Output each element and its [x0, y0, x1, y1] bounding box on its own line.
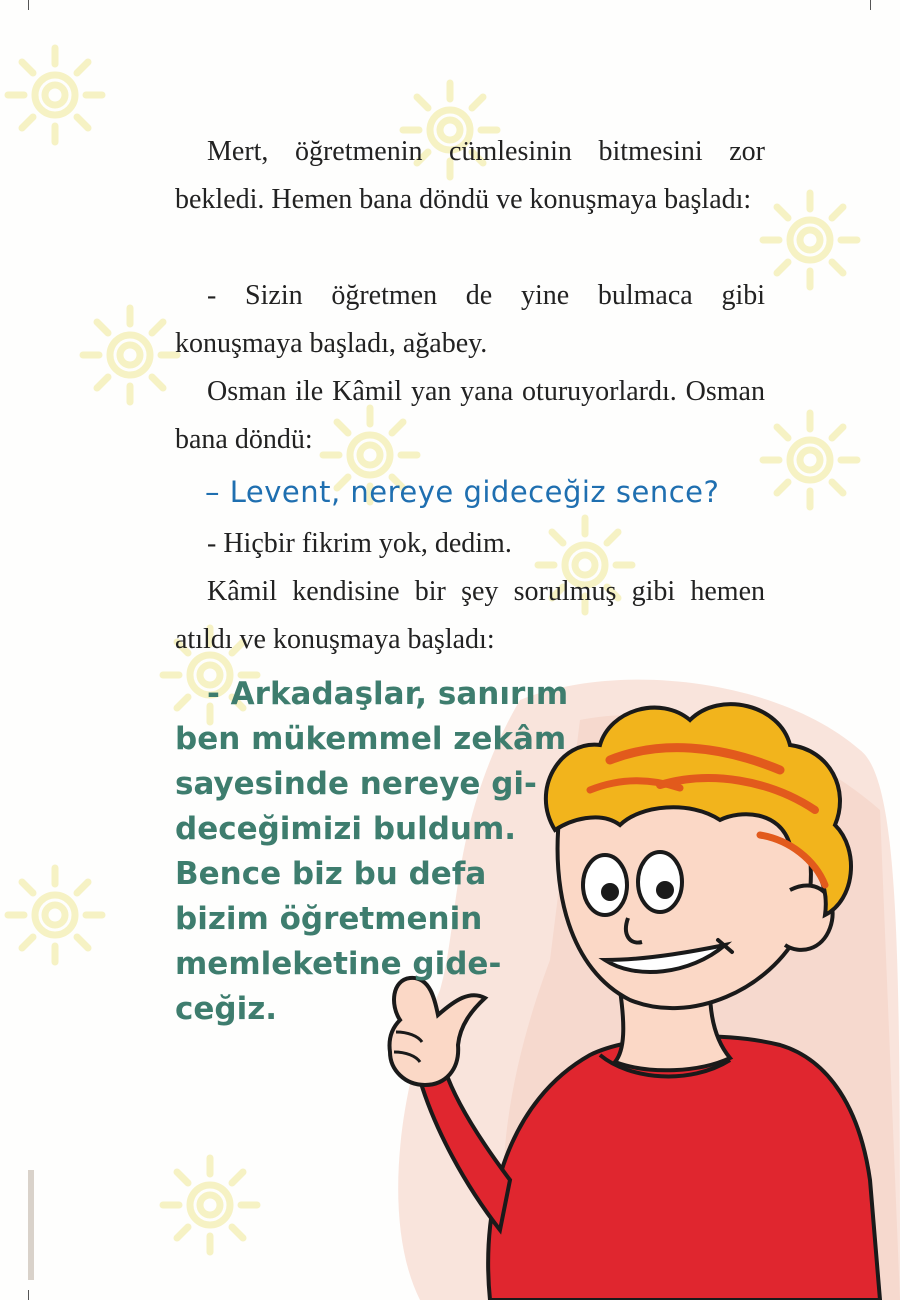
kamil-dialogue-line: ben mükemmel zekâm	[175, 721, 567, 757]
sun-pattern-icon	[0, 860, 110, 970]
paragraph-kamil: Kâmil kendisine bir şey sorulmuş gibi hemen atıldı ve konuşmaya başladı:	[175, 576, 765, 655]
kamil-dialogue-line: ceğiz.	[175, 991, 278, 1027]
page-edge-strip	[28, 1170, 34, 1280]
kamil-dialogue-line: - Arkadaşlar, sanırım	[207, 676, 569, 712]
levent-question-dialogue: – Levent, nereye gideceğiz sence?	[205, 475, 720, 509]
kamil-dialogue-line: deceğimizi buldum.	[175, 811, 517, 847]
kamil-dialogue-line: Bence biz bu defa	[175, 856, 487, 892]
paragraph-reply: - Hiçbir fikrim yok, dedim.	[207, 528, 512, 559]
sun-pattern-icon	[75, 300, 185, 410]
sun-pattern-icon	[755, 405, 865, 515]
sun-pattern-icon	[755, 185, 865, 295]
paragraph-mert-dialogue: - Sizin öğretmen de yine bulmaca gibi konuşmaya başladı, ağabey.	[175, 280, 765, 359]
sun-pattern-icon	[0, 40, 110, 150]
kamil-dialogue-line: sayesinde nereye gi-	[175, 766, 537, 802]
crop-mark	[28, 1290, 29, 1300]
sun-pattern-icon	[155, 1150, 265, 1260]
kamil-dialogue-line: bizim öğretmenin	[175, 901, 483, 937]
crop-mark	[870, 0, 871, 10]
crop-mark	[28, 0, 29, 10]
kamil-dialogue-line: memleketine gide-	[175, 946, 502, 982]
kamil-dialogue	[175, 672, 595, 1032]
paragraph-mert: Mert, öğretmenin cümlesinin bitmesini zor bekledi. Hemen bana döndü ve konuşmaya başladı:	[175, 136, 765, 215]
paragraph-osman-kamil: Osman ile Kâmil yan yana oturuyorlardı. Osman bana döndü:	[175, 376, 765, 455]
